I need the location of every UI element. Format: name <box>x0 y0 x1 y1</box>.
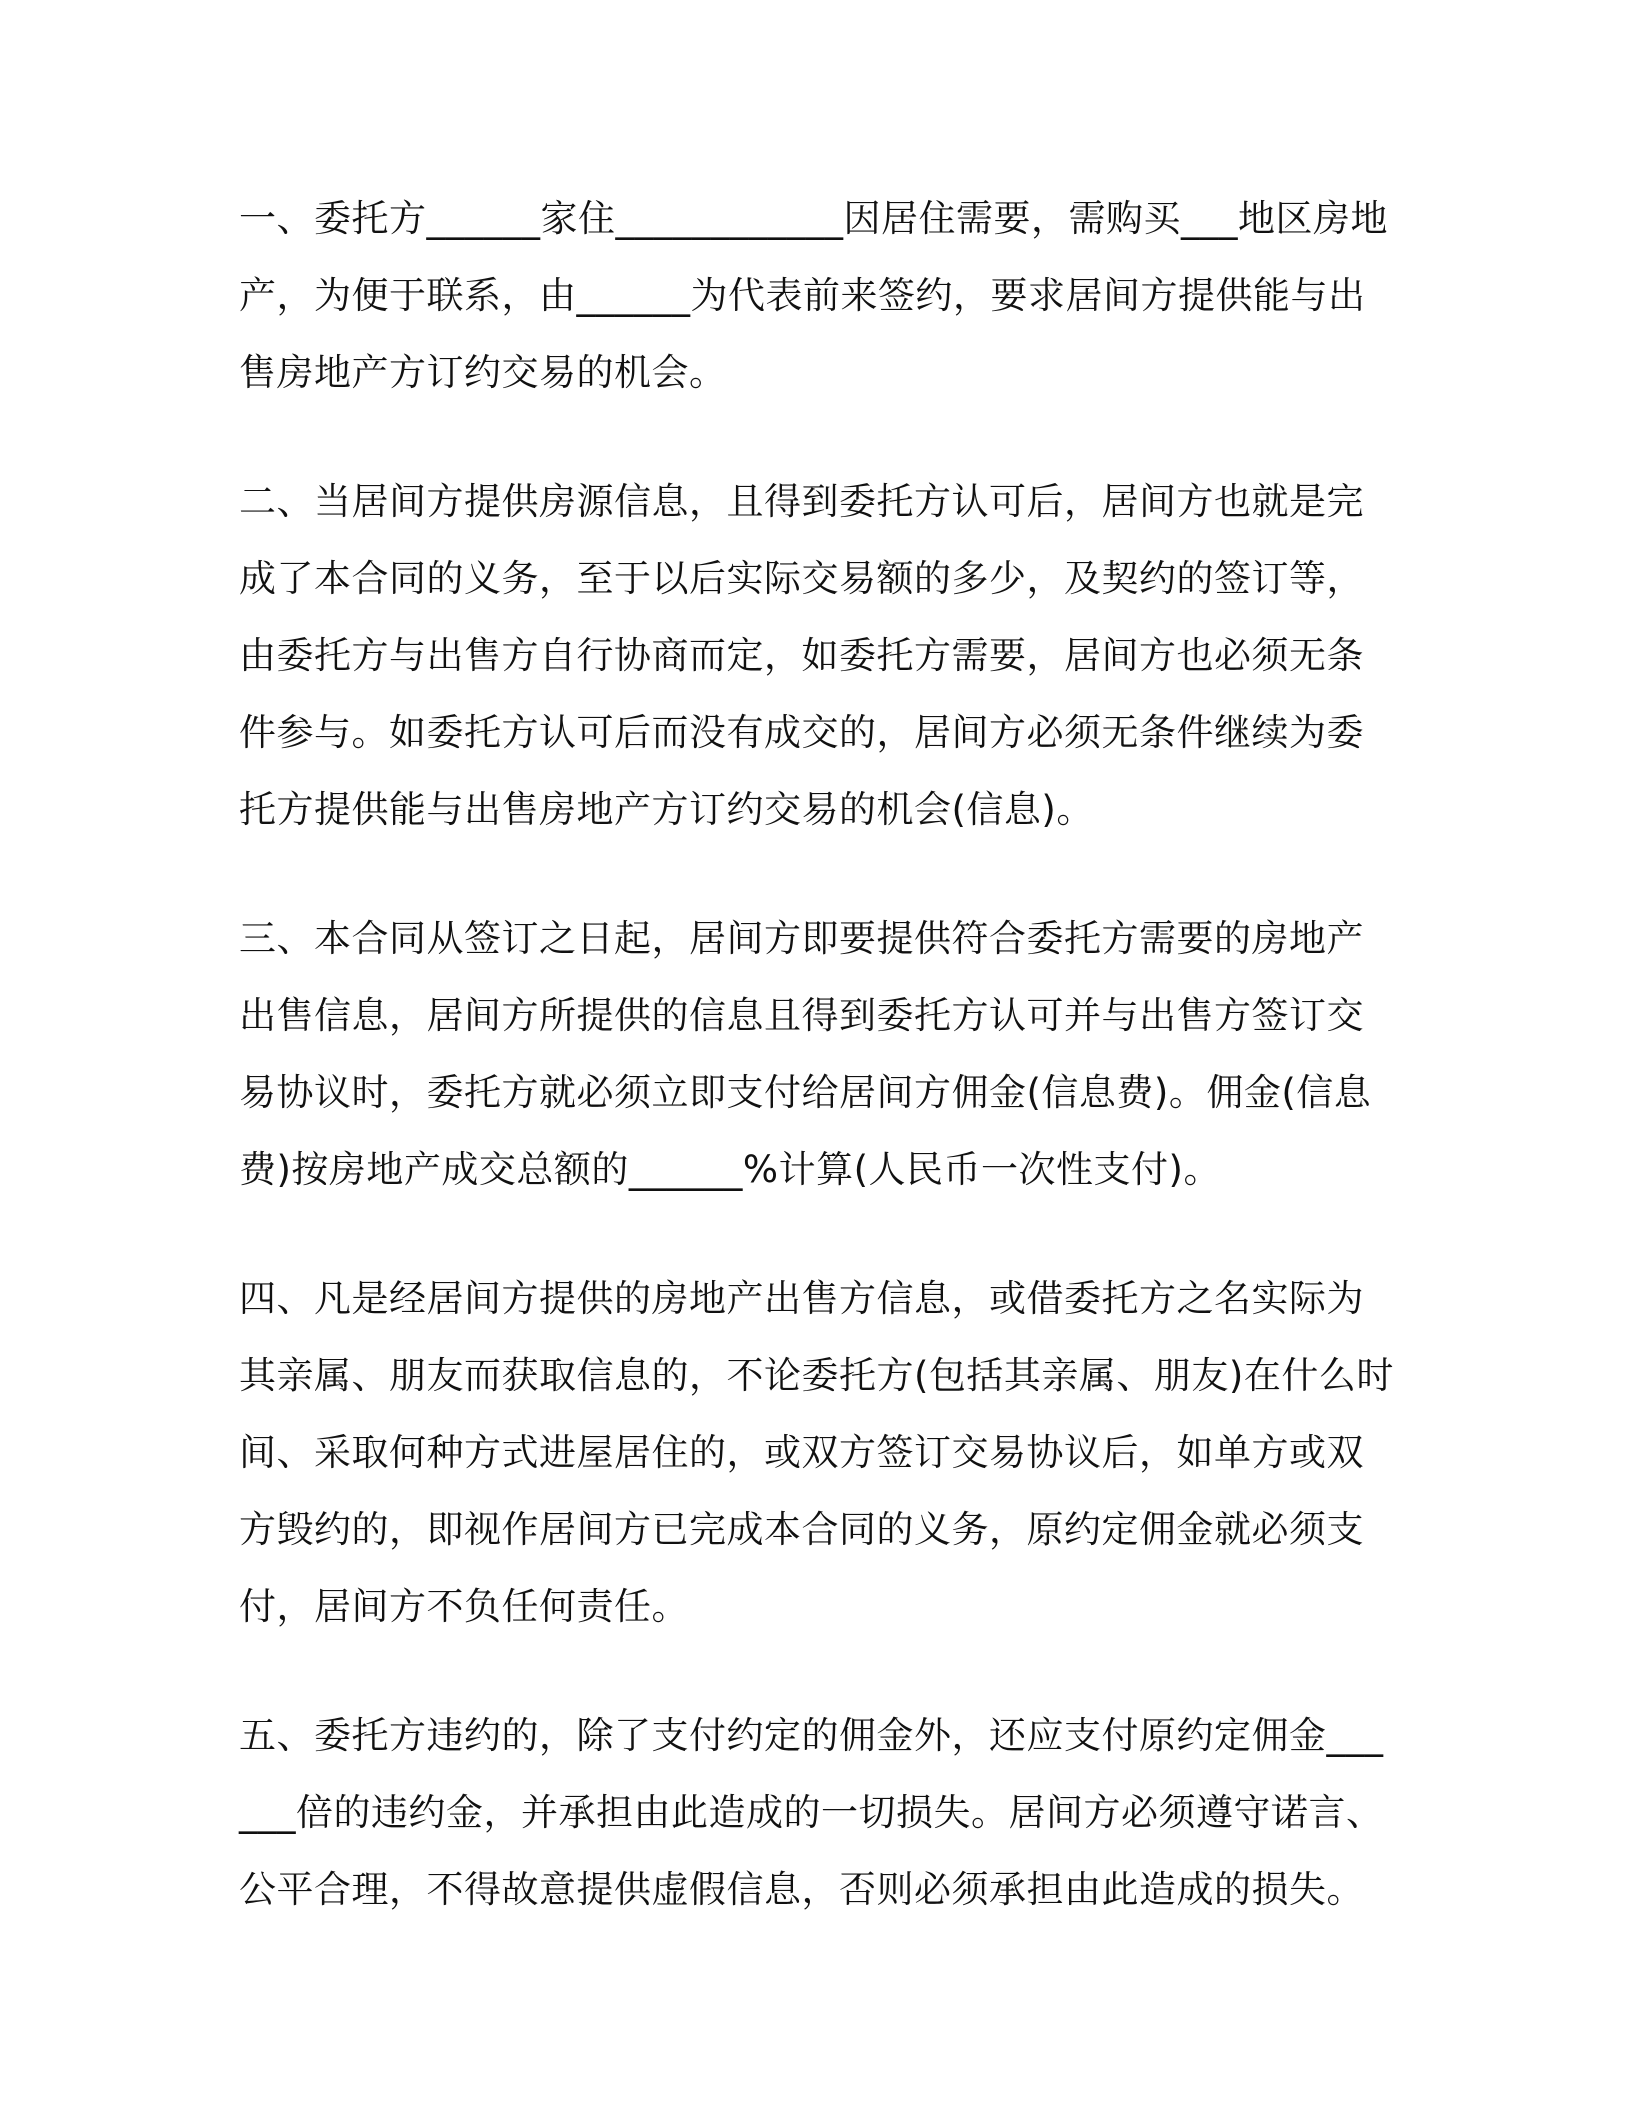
clause-5-paragraph: 五、委托方违约的，除了支付约定的佣金外，还应支付原约定佣金______倍的违约金，并承担由此造成的一切损失。居间方必须遵守诺言、公平合理，不得故意提供虚假信息，否则必须承担由此造成的损失。 <box>239 1714 1384 1911</box>
clause-3-paragraph: 三、本合同从签订之日起，居间方即要提供符合委托方需要的房地产出售信息，居间方所提供的信息且得到委托方认可并与出售方签订交易协议时，委托方就必须立即支付给居间方佣金(信息费)。佣金(信息费)按房地产成交总额的______%计算(人民币一次性支付)。 <box>239 917 1372 1191</box>
clause-1-paragraph: 一、委托方______家住____________因居住需要，需购买___地区房地产，为便于联系，由______为代表前来签约，要求居间方提供能与出售房地产方订约交易的机会。 <box>239 197 1388 394</box>
clause-4-paragraph: 四、凡是经居间方提供的房地产出售方信息，或借委托方之名实际为其亲属、朋友而获取信息的，不论委托方(包括其亲属、朋友)在什么时间、采取何种方式进屋居住的，或双方签订交易协议后，如单方或双方毁约的，即视作居间方已完成本合同的义务，原约定佣金就必须支付，居间方不负任何责任。 <box>239 1277 1394 1628</box>
document-body <box>239 180 1399 1980</box>
clause-2-paragraph: 二、当居间方提供房源信息，且得到委托方认可后，居间方也就是完成了本合同的义务，至于以后实际交易额的多少，及契约的签订等，由委托方与出售方自行协商而定，如委托方需要，居间方也必须无条件参与。如委托方认可后而没有成交的，居间方必须无条件继续为委托方提供能与出售房地产方订约交易的机会(信息)。 <box>239 480 1364 831</box>
